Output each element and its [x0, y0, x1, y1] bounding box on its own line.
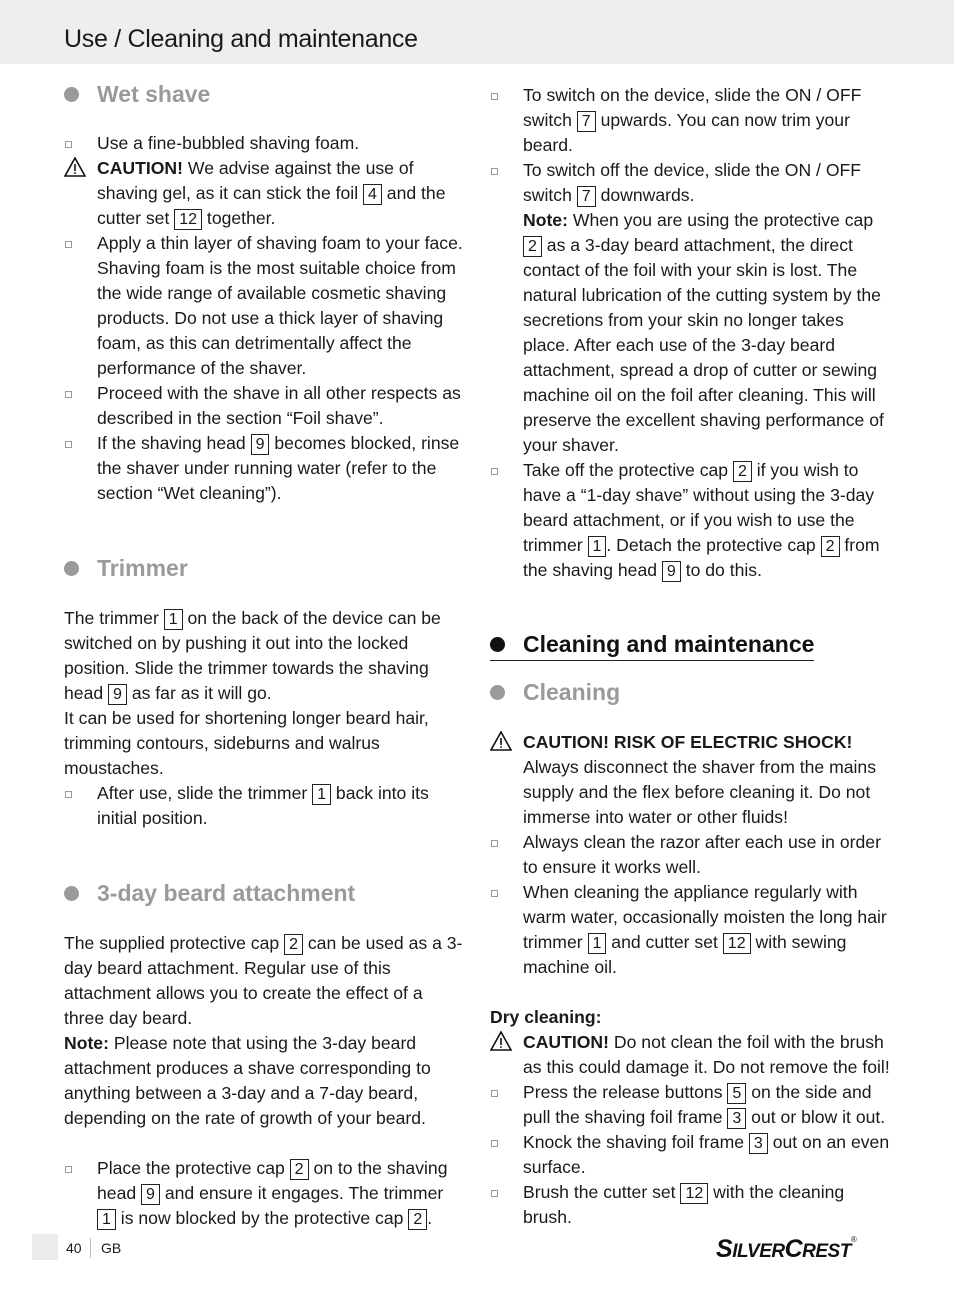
dry-cleaning-heading: Dry cleaning:	[490, 1007, 602, 1027]
ref-number: 2	[523, 236, 542, 257]
page-number: 40	[66, 1240, 82, 1256]
square-bullet-icon	[65, 791, 72, 798]
ref-number: 2	[821, 536, 840, 557]
list-item: Apply a thin layer of shaving foam to your face. Shaving foam is the most suitable choice from the wide range of available cosmetic shaving products. Do not use a thick layer of shaving foam, as this can detrimentally affect the performance of the shaver.	[64, 231, 464, 381]
square-bullet-icon	[491, 1140, 498, 1147]
list-item: To switch on the device, slide the ON / OFF switch 7 upwards. You can now trim your beard.	[490, 83, 890, 158]
list-item: Press the release buttons 5 on the side and pull the shaving foil frame 3 out or blow it out.	[490, 1080, 890, 1130]
list-item: When cleaning the appliance regularly with warm water, occasionally moisten the long hair trimmer 1 and cutter set 12 with sewing machine oil.	[490, 880, 890, 980]
square-bullet-icon	[491, 468, 498, 475]
square-bullet-icon	[491, 840, 498, 847]
note-block: Note: When you are using the protective cap 2 as a 3-day beard attachment, the direct contact of the foil with your skin is lost. The natural lubrication of the cutting system by the secretions from your skin no longer takes place. After each use of the 3-day beard attachment, spread a drop of cutter or sewing machine oil on the foil after cleaning. This will preserve the excellent shaving performance of your shaver.	[523, 210, 884, 455]
ref-number: 1	[588, 536, 607, 557]
page-title: Use / Cleaning and maintenance	[64, 25, 418, 53]
square-bullet-icon	[491, 890, 498, 897]
ref-number: 5	[727, 1083, 746, 1104]
ref-number: 9	[141, 1184, 160, 1205]
ref-number: 1	[312, 784, 331, 805]
caution-block: CAUTION! RISK OF ELECTRIC SHOCK! Always disconnect the shaver from the mains supply and the flex before cleaning it. Do not immerse into water or other fluids!	[490, 730, 890, 830]
ref-number: 2	[284, 934, 303, 955]
beard-attachment-heading: 3-day beard attachment	[64, 879, 464, 907]
square-bullet-icon	[65, 1166, 72, 1173]
wet-shave-heading: Wet shave	[64, 80, 464, 108]
square-bullet-icon	[65, 241, 72, 248]
square-bullet-icon	[65, 391, 72, 398]
left-column	[64, 80, 464, 1231]
ref-number: 7	[577, 186, 596, 207]
ref-number: 3	[749, 1133, 768, 1154]
warning-triangle-icon	[490, 731, 512, 751]
list-item: Use a fine-bubbled shaving foam.	[64, 131, 464, 156]
square-bullet-icon	[65, 441, 72, 448]
caution-block: CAUTION! We advise against the use of shaving gel, as it can stick the foil 4 and the cutter set 12 together.	[64, 156, 464, 231]
ref-number: 2	[408, 1209, 427, 1230]
cleaning-heading: Cleaning	[490, 678, 890, 706]
list-item: After use, slide the trimmer 1 back into its initial position.	[64, 781, 464, 831]
paragraph: The trimmer 1 on the back of the device can be switched on by pushing it out into the locked position. Slide the trimmer towards the shaving head 9 as far as it will go.	[64, 608, 441, 703]
square-bullet-icon	[491, 1190, 498, 1197]
square-bullet-icon	[491, 168, 498, 175]
page-header	[0, 0, 954, 64]
cleaning-maintenance-heading: Cleaning and maintenance	[490, 630, 814, 661]
list-item: If the shaving head 9 becomes blocked, rinse the shaver under running water (refer to the section “Wet cleaning”).	[64, 431, 464, 506]
warning-triangle-icon	[64, 157, 86, 177]
ref-number: 1	[588, 933, 607, 954]
warning-triangle-icon	[490, 1031, 512, 1051]
list-item: To switch off the device, slide the ON / OFF switch 7 downwards.	[490, 158, 890, 208]
paragraph: It can be used for shortening longer beard hair, trimming contours, sideburns and walrus moustaches.	[64, 708, 429, 778]
square-bullet-icon	[65, 141, 72, 148]
language-code: GB	[101, 1240, 122, 1256]
list-item: Place the protective cap 2 on to the shaving head 9 and ensure it engages. The trimmer 1 is now blocked by the protective cap 2 .	[64, 1156, 464, 1231]
ref-number: 7	[577, 111, 596, 132]
right-column	[490, 83, 890, 1230]
ref-number: 9	[662, 561, 681, 582]
ref-number: 4	[363, 184, 382, 205]
list-item: Take off the protective cap 2 if you wish to have a “1-day shave” without using the 3-day beard attachment, or if you wish to use the trimmer 1 . Detach the protective cap 2 from the shaving head 9 to do this.	[490, 458, 890, 583]
ref-number: 2	[290, 1159, 309, 1180]
list-item: Always clean the razor after each use in order to ensure it works well.	[490, 830, 890, 880]
list-item: Brush the cutter set 12 with the cleaning brush.	[490, 1180, 890, 1230]
ref-number: 12	[723, 933, 751, 954]
caution-block: CAUTION! Do not clean the foil with the brush as this could damage it. Do not remove the foil!	[490, 1030, 890, 1080]
ref-number: 9	[108, 684, 127, 705]
ref-number: 12	[174, 209, 202, 230]
paragraph: The supplied protective cap 2 can be used as a 3-day beard attachment. Regular use of this attachment allows you to create the effect of a three day beard.	[64, 933, 463, 1028]
ref-number: 9	[251, 434, 270, 455]
square-bullet-icon	[491, 1090, 498, 1097]
trimmer-heading: Trimmer	[64, 554, 464, 582]
list-item: Knock the shaving foil frame 3 out on an even surface.	[490, 1130, 890, 1180]
note-paragraph: Note: Please note that using the 3-day beard attachment produces a shave corresponding to anything between a 3-day and a 7-day beard, depending on the rate of growth of your beard.	[64, 1033, 431, 1128]
silvercrest-logo: SILVERCREST®	[716, 1235, 857, 1263]
footer-divider	[90, 1238, 91, 1258]
square-bullet-icon	[491, 93, 498, 100]
ref-number: 1	[97, 1209, 116, 1230]
list-item: Proceed with the shave in all other respects as described in the section “Foil shave”.	[64, 381, 464, 431]
ref-number: 1	[164, 609, 183, 630]
page-number-box	[32, 1234, 58, 1260]
ref-number: 2	[733, 461, 752, 482]
ref-number: 12	[680, 1183, 708, 1204]
ref-number: 3	[727, 1108, 746, 1129]
